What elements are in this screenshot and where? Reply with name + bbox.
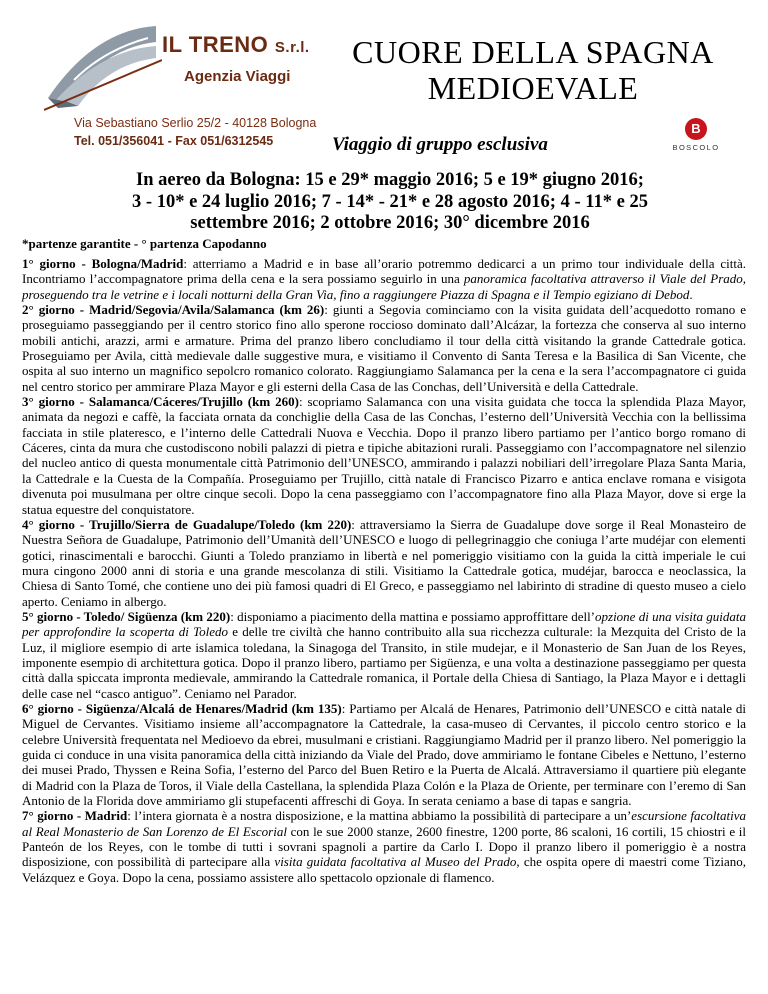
day-text: : l’intera giornata è a nostra disposizione, e la mattina abbiamo la possibilità di partecipare a un’ — [127, 808, 632, 824]
day-heading: 4° giorno - Trujillo/Sierra de Guadalupe/Toledo (km 220) — [22, 516, 352, 532]
itinerary — [22, 256, 746, 885]
day-italic: escursione facoltativa al Real Monasterio de San Lorenzo de El Escorial — [22, 808, 746, 839]
day-heading: 7° giorno - Madrid — [22, 808, 128, 824]
day-heading: 6° giorno - Sigüenza/Alcalá de Henares/Madrid (km 135) — [22, 700, 342, 716]
agency-suffix: S.r.l. — [274, 39, 310, 56]
day-text: : scopriamo Salamanca con una visita guidata che tocca la splendida Plaza Mayor, animata da negozi e caffè, la facciata ornata da conchiglie della Casa de las Conchas, l’esterno dell’Università Vecchia con la bellissima facciata in stile plateresco, e l’interno delle Cattedrali Nuova e Vecchia. Dopo il pranzo libero partiamo per l’antico borgo romano di Cáceres, cinta da mura che custodiscono nobili palazzi di pietra e tipiche abitazioni rurali. Passeggiamo con l’accompagnatore nel silenzio del nucleo antico di questa monumentale città Patrimonio dell’UNESCO, ammirando i palazzi nobiliari dell’irregolare Plaza Santa Maria, la Cattedrale e la Cuesta de la Compañía. Proseguiamo per Trujillo, città natale di Francisco Pizarro e antica enclave romana e visigota divenuta poi musulmana per oltre cinque secoli. Dopo la cena passeggiamo con l’accompagnatore fino alla Plaza Mayor, dove si erge la statua equestre del conquistatore. — [22, 394, 746, 517]
day-text: : disponiamo a piacimento della mattina e possiamo approffittare dell’ — [230, 608, 596, 624]
day-text: : giunti a Segovia cominciamo con la visita guidata dell’acquedotto romano e proseguiamo passeggiando per il centro storico fino allo sperone roccioso dominato dall’Alcázar, la fortezza che conserva al suo interno mobili antichi, arazzi, armi e armature. Prima del pranzo libero concludiamo il tour della città visitando la grande Cattedrale gotica. Proseguiamo per Avila, città medievale dalle suggestive mura, e visitiamo il Convento di Santa Teresa e la Basilica di San Vicente, che ospita al suo interno un magnifico sepolcro romanico colorato. Raggiungiamo Salamanca per la cena e la sera l’accompagnatore ci guida nel centro storico per ammirare Plaza Mayor e gli esterni della Casa de las Conchas, dell’Università e della Cattedrale. — [22, 302, 746, 394]
day-heading: 1° giorno - Bologna/Madrid — [22, 256, 184, 271]
day-text: con le sue 2000 stanze, 2600 finestre, 1200 porte, 86 scaloni, 16 cortili, 15 chiostri e il Panteón de los Reyes, con le tombe di tutti i sovrani spagnoli a partire da Carlo I. Dopo il pranzo libero il pomeriggio è a nostra disposizione, con possibilità di partecipare alla — [22, 823, 746, 870]
train-icon — [44, 20, 162, 112]
day-paragraph — [22, 517, 746, 609]
partner-name: BOSCOLO — [672, 143, 720, 152]
page-subtitle: Viaggio di gruppo esclusiva — [332, 134, 548, 155]
day-text: e delle tre civiltà che hanno contribuito alla sua ricchezza culturale: la Mezquita del Cristo de la Luz, il migliore esempio di arte islamica toledana, la Sinagoga del Transito, in stile mudejar, e il Monasterio de San Juan de los Reyes, imponente esempio di architettura gotica. Dopo il pranzo libero, partiamo per Sigüenza, e una volta a destinazione passeggiamo per questa città dalla spiccata impronta medievale, ammirando la Cattedrale romanica, il Portale della Chiesa di Santiago, la Plaza Mayor e i dettagli delle case nel “casco antiguo”. Ceniamo nel Parador. — [22, 624, 747, 701]
day-paragraph — [22, 394, 746, 517]
partner-emblem-icon: B — [685, 118, 707, 140]
agency-phone: Tel. 051/356041 - Fax 051/6312545 — [74, 134, 274, 148]
day-text: , che ospita opere di maestri come Tiziano, Velázquez e Goya. Dopo la cena, possiamo assistere allo spettacolo opzionale di flamenco. — [22, 854, 746, 885]
departure-legend: *partenze garantite - ° partenza Capodanno — [22, 236, 267, 251]
day-text: : atterriamo a Madrid e in base all’orario potremmo dedicarci a un primo tour individuale della città. Incontriamo l’accompagnatore prima della cena e la sera possiamo seguirlo in una — [22, 256, 746, 287]
day-paragraph — [22, 609, 746, 701]
agency-name — [162, 32, 310, 58]
day-italic: panoramica facoltativa attraverso il Viale del Prado, proseguendo tra le vetrine e i locali notturni della Gran Via, fino a raggiungere Piazza di Spagna e il Tempio egiziano di Debod — [22, 271, 747, 302]
day-heading: 3° giorno - Salamanca/Cáceres/Trujillo (km 260) — [22, 394, 299, 410]
day-paragraph — [22, 302, 746, 394]
agency-subtitle: Agenzia Viaggi — [184, 68, 291, 85]
day-italic: visita guidata facoltativa al Museo del Prado — [274, 854, 517, 870]
day-paragraph — [22, 256, 746, 302]
day-heading: 2° giorno - Madrid/Segovia/Avila/Salamanca (km 26) — [22, 302, 325, 318]
day-text: : attraversiamo la Sierra de Guadalupe dove sorge il Real Monasteiro de Nuestra Señora de Guadalupe, Patrimonio dell’Umanità dell’UNESCO e luogo di pellegrinaggio che coniuga l’arte mudéjar con elementi gotici, rinascimentali e barocchi. Giunti a Toledo pranziamo in libertà e nel pomeriggio visitiamo con la guida la città imperiale le cui mura cingono 2000 anni di storia e una grande mescolanza di stili. Visitiamo la Cattedrale gotica, mudéjar, barocca e neoclassica, la Chiesa di Santo Tomé, che contiene uno dei più famosi quadri di El Greco, e passeggiamo nel labirinto di stradine di questo museo a cielo aperto. Ceniamo in albergo. — [22, 516, 746, 609]
day-paragraph — [22, 808, 746, 885]
day-text: . — [689, 286, 693, 302]
departure-dates: In aereo da Bologna: 15 e 29* maggio 2016; 5 e 19* giugno 2016; 3 - 10* e 24 luglio 2016; 7 - 14* - 21* e 28 agosto 2016; 4 - 11* e 25 settembre 2016; 2 ottobre 2016; 30° dicembre 2016 — [132, 170, 648, 233]
day-paragraph — [22, 701, 746, 808]
agency-logo — [44, 20, 318, 160]
page-title: CUORE DELLA SPAGNA MEDIOEVALE — [352, 34, 714, 106]
agency-address: Via Sebastiano Serlio 25/2 - 40128 Bologna — [74, 116, 317, 130]
day-italic: opzione di una visita guidata per approfondire la scoperta di Toledo — [22, 608, 746, 640]
day-text: : Partiamo per Alcalá de Henares, Patrimonio dell’UNESCO e città natale di Miguel de Cervantes. Visitiamo insieme all’accompagnatore la Cattedrale, la casa-museo di Cervantes, il piccolo centro storico e la celebre Università frequentata nel Medioevo da ebrei, musulmani e cristiani. Raggiungiamo Madrid per il pranzo libero. Nel pomeriggio la guida ci conduce in una visita panoramica della città iniziando da Viale del Prado, dove ammiriamo le fontane Cibeles e Nettuno, l’esterno dei musei Prado, Thyssen e Reina Sofia, l’esterno del Parco del Buen Retiro e la Puerta de Alcalá. Attraversiamo il quartiere più elegante di Madrid con la Plaza de Toros, il Viale della Castellana, la splendida Plaza Colón e la Plaza de Oriente, per terminare con l’eremo di San Antonio de la Florida dove ammiriamo gli stupefacenti affreschi di Goya. In serata ceniamo a base di tapas e sangria. — [22, 700, 746, 809]
partner-logo — [666, 118, 726, 152]
day-heading: 5° giorno - Toledo/ Sigüenza (km 220) — [22, 608, 231, 624]
agency-name-text: IL TRENO — [162, 32, 269, 57]
